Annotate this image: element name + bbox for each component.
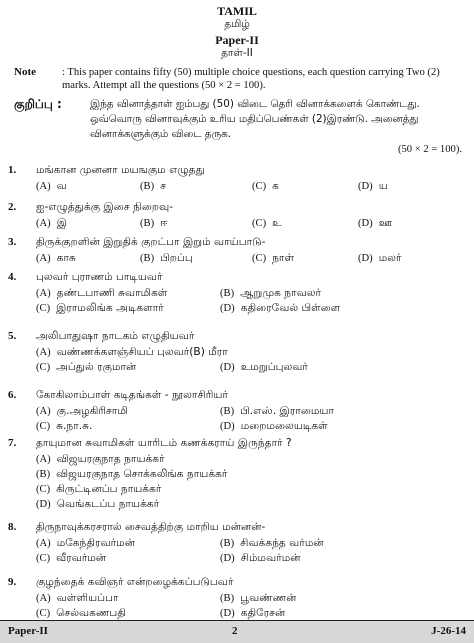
- option-text: பிறப்பு: [160, 252, 193, 264]
- answer-option: [36, 607, 126, 620]
- option-letter: (D): [220, 362, 235, 373]
- option-text: உமறுப்புலவர்: [240, 361, 308, 373]
- option-text: மகேந்திரவர்மன்: [56, 537, 135, 549]
- question-text: திருநாவுக்கரசரால் சைவத்திற்கு மாறிய மன்னன்-: [36, 521, 266, 533]
- option-letter: (B): [36, 469, 51, 480]
- option-text: ஈ: [160, 217, 168, 229]
- option-text: கதிரேசன்: [240, 607, 286, 619]
- answer-option: [220, 537, 324, 550]
- option-text: மலர்: [378, 252, 402, 264]
- option-letter: (B): [140, 218, 155, 229]
- answer-option: [220, 405, 334, 418]
- option-text: வீரவர்மன்: [56, 552, 107, 564]
- answer-option: [36, 483, 161, 496]
- option-text: கிருட்டினப்ப நாயக்கர்: [56, 483, 162, 495]
- option-text: வ: [56, 180, 67, 192]
- option-text: ச: [160, 180, 166, 192]
- answer-option: [36, 302, 164, 315]
- answer-option: [36, 592, 119, 605]
- option-text: சு.நா.சு.: [56, 420, 93, 432]
- option-text: தண்டபாணி சுவாமிகள்: [56, 287, 168, 299]
- question-text: தாயுமான சுவாமிகள் யாரிடம் கணக்கராய் இருந்தார் ?: [36, 437, 292, 449]
- option-letter: (B): [220, 288, 235, 299]
- answer-option: [220, 592, 296, 605]
- option-letter: (B): [220, 593, 235, 604]
- option-text: பூவண்ணன்: [240, 592, 297, 604]
- question-number: 2.: [8, 201, 17, 213]
- option-text: வெங்கடப்ப நாயக்கர்: [56, 498, 160, 510]
- footer-page-number: 2: [232, 625, 238, 637]
- question-text: மங்கான முனனா மயஙகும எழுதது: [36, 164, 205, 176]
- option-letter: (C): [252, 181, 267, 192]
- option-text: விஜயரகுநாத சொக்கலிங்க நாயக்கர்: [56, 468, 228, 480]
- option-text: நாள்: [272, 252, 295, 264]
- answer-option: [36, 180, 67, 193]
- footer-code: J-26-14: [431, 625, 466, 637]
- option-letter: (C): [36, 484, 51, 495]
- kurippu-marks: (50 × 2 = 100).: [397, 144, 462, 155]
- answer-option: [36, 361, 136, 374]
- answer-option: [36, 287, 167, 300]
- answer-option: [36, 498, 159, 511]
- option-text: விஜயரகுநாத நாயக்கர்: [56, 453, 165, 465]
- option-text: பி.எஸ். இராமையா: [240, 405, 335, 417]
- option-letter: (D): [220, 553, 235, 564]
- answer-option: [220, 361, 308, 374]
- paper-title-ta: தாள்-II: [221, 47, 253, 59]
- answer-option: [252, 252, 294, 265]
- answer-option: [358, 217, 392, 230]
- option-letter: (A): [36, 347, 51, 358]
- question-number: 8.: [8, 521, 17, 533]
- question-text: திருக்குறளின் இறுதிக் குறட்பா இறும் வாய்பாடு-: [36, 236, 266, 248]
- kurippu-text: இந்த வினாத்தாள் ஐம்பது (50) விடை தெரி வினாக்களைக் கொண்டது. ஒவ்வொரு வினாவுக்கும் உரிய மதிப்பெண்கள் (2)இரண்டு. அனைத்து வினாக்களுக்கும் விடை தருக.: [90, 98, 420, 140]
- option-text: ஆறுமுக நாவலர்: [240, 287, 322, 299]
- question-item: [0, 437, 474, 510]
- option-letter: (A): [36, 253, 51, 264]
- option-text: கு.அழகிரிசாமி: [56, 405, 128, 417]
- note-text: : This paper contains fifty (50) multiple choice questions, each question carrying Two (2) marks. Attempt all the questions (50 × 2 = 100).: [62, 67, 440, 91]
- option-text: மறைமலையடிகள்: [240, 420, 328, 432]
- option-text: ய: [378, 180, 388, 192]
- question-number: 1.: [8, 164, 17, 176]
- option-letter: (A): [36, 406, 51, 417]
- question-text: ஐ-எழுத்துக்கு இசை நிறைவு-: [36, 201, 174, 213]
- option-letter: (A): [36, 538, 51, 549]
- answer-option: [36, 552, 106, 565]
- answer-option: [36, 420, 92, 433]
- answer-option: [36, 346, 228, 359]
- answer-option: [252, 180, 279, 193]
- option-text: சிம்மவர்மன்: [240, 552, 301, 564]
- answer-option: [36, 252, 76, 265]
- option-letter: (D): [358, 181, 373, 192]
- answer-option: [36, 453, 165, 466]
- question-text: கோகிலாம்பாள் கடிதங்கள் - நூலாசிரியர்: [36, 389, 228, 401]
- note-label: Note: [14, 66, 36, 78]
- option-text: இராமலிங்க அடிகளார்: [56, 302, 164, 314]
- subject-title-ta: தமிழ்: [224, 18, 250, 30]
- answer-option: [36, 217, 67, 230]
- option-text: ஊ: [378, 217, 393, 229]
- option-letter: (C): [36, 608, 51, 619]
- answer-option: [220, 302, 340, 315]
- answer-option: [140, 252, 193, 265]
- answer-option: [36, 537, 135, 550]
- footer-paper: Paper-II: [8, 625, 48, 637]
- answer-option: [220, 420, 328, 433]
- paper-title-en: Paper-II: [215, 33, 259, 47]
- option-text: உ: [272, 217, 282, 229]
- option-letter: (D): [220, 421, 235, 432]
- answer-option: [140, 217, 168, 230]
- answer-option: [220, 552, 301, 565]
- answer-option: [220, 607, 285, 620]
- answer-option: [358, 252, 402, 265]
- option-text: க: [272, 180, 279, 192]
- question-number: 9.: [8, 576, 17, 588]
- answer-option: [36, 405, 128, 418]
- question-item: [0, 271, 474, 331]
- option-text: வண்ணக்களஞ்சியப் புலவர்(B) மீரா: [56, 346, 228, 358]
- option-text: வள்ளியப்பா: [56, 592, 119, 604]
- option-letter: (C): [36, 421, 51, 432]
- page-footer: [0, 620, 474, 643]
- option-letter: (C): [36, 362, 51, 373]
- option-letter: (A): [36, 218, 51, 229]
- question-item: [0, 330, 474, 390]
- option-text: கதிரைவேல் பிள்ளை: [240, 302, 341, 314]
- option-letter: (A): [36, 454, 51, 465]
- kurippu-label: குறிப்பு :: [14, 97, 62, 111]
- option-letter: (C): [252, 218, 267, 229]
- option-letter: (A): [36, 593, 51, 604]
- question-text: புலவர் புராணம் பாடியவர்: [36, 271, 163, 283]
- option-letter: (C): [36, 303, 51, 314]
- option-letter: (C): [36, 553, 51, 564]
- answer-option: [358, 180, 388, 193]
- option-letter: (B): [140, 181, 155, 192]
- option-letter: (A): [36, 181, 51, 192]
- option-letter: (D): [220, 303, 235, 314]
- option-text: இ: [56, 217, 68, 229]
- option-letter: (B): [220, 538, 235, 549]
- question-number: 6.: [8, 389, 17, 401]
- question-number: 3.: [8, 236, 17, 248]
- question-item: [0, 521, 474, 581]
- option-letter: (C): [252, 253, 267, 264]
- option-text: காசு: [56, 252, 76, 264]
- option-letter: (B): [220, 406, 235, 417]
- option-letter: (D): [358, 253, 373, 264]
- option-text: அப்துல் ரகுமான்: [56, 361, 137, 373]
- subject-title-en: TAMIL: [217, 4, 257, 18]
- question-text: அலிபாதுஷா நாடகம் எழுதியவர்: [36, 330, 195, 342]
- answer-option: [220, 287, 321, 300]
- option-letter: (D): [358, 218, 373, 229]
- option-letter: (A): [36, 288, 51, 299]
- answer-option: [140, 180, 166, 193]
- option-letter: (B): [140, 253, 155, 264]
- answer-option: [252, 217, 282, 230]
- question-text: குழந்தைக் கவிஞர் என்றழைக்கப்படுபவர்: [36, 576, 234, 588]
- option-text: செல்வகணபதி: [56, 607, 126, 619]
- option-text: சிவக்கந்த வர்மன்: [240, 537, 324, 549]
- question-number: 7.: [8, 437, 17, 449]
- question-number: 4.: [8, 271, 17, 283]
- option-letter: (D): [36, 499, 51, 510]
- option-letter: (D): [220, 608, 235, 619]
- answer-option: [36, 468, 227, 481]
- question-number: 5.: [8, 330, 17, 342]
